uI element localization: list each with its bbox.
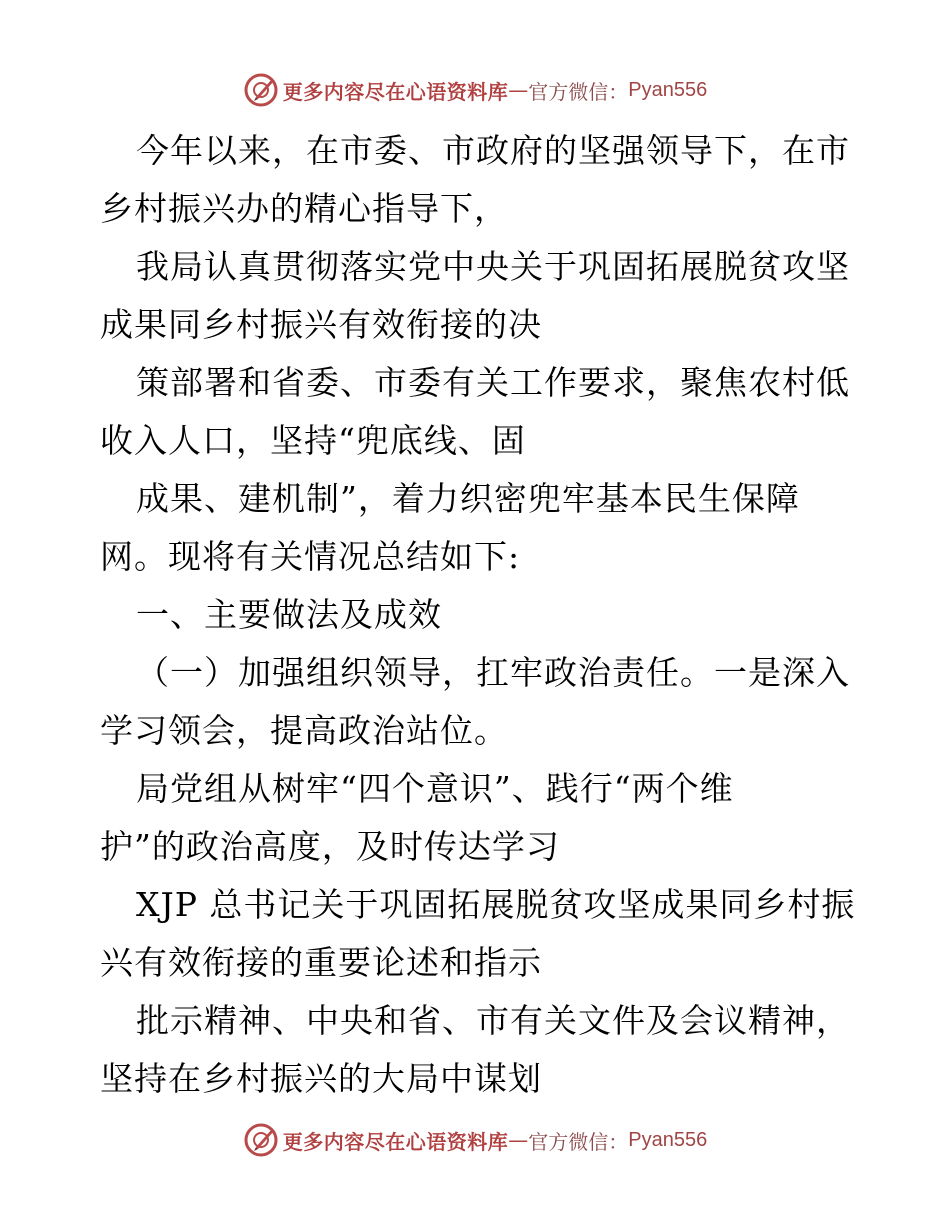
brand-logo-icon bbox=[243, 72, 279, 108]
body-line: 批示精神、中央和省、市有关文件及会议精神， bbox=[136, 1001, 850, 1040]
body-line: 坚持在乡村振兴的大局中谋划 bbox=[100, 1059, 542, 1098]
banner-site-text: 更多内容尽在心语资料库 bbox=[282, 79, 509, 104]
banner-wechat-id: Pyan556 bbox=[628, 78, 708, 101]
banner-dash: — bbox=[508, 1128, 529, 1152]
banner-wechat-label: 官方微信： bbox=[528, 79, 629, 104]
body-line: 今年以来，在市委、市政府的坚强领导下，在市 bbox=[136, 131, 850, 170]
body-line: 乡村振兴办的精心指导下， bbox=[100, 189, 508, 228]
body-line: （一）加强组织领导，扛牢政治责任。一是深入 bbox=[136, 653, 850, 692]
banner-wechat-id: Pyan556 bbox=[628, 1128, 708, 1151]
body-line: 我局认真贯彻落实党中央关于巩固拓展脱贫攻坚 bbox=[136, 247, 850, 286]
body-line: 策部署和省委、市委有关工作要求，聚焦农村低 bbox=[136, 363, 850, 402]
body-line: 护”的政治高度，及时传达学习 bbox=[100, 827, 560, 866]
header-watermark-banner bbox=[0, 70, 950, 110]
document-body bbox=[100, 122, 860, 1108]
body-line: 网。现将有关情况总结如下: bbox=[100, 537, 521, 576]
body-line: 学习领会，提高政治站位。 bbox=[100, 711, 508, 750]
banner-site-text: 更多内容尽在心语资料库 bbox=[282, 1129, 509, 1154]
section-heading: 一、主要做法及成效 bbox=[136, 595, 442, 634]
brand-logo-icon bbox=[243, 1122, 279, 1158]
banner-wechat-label: 官方微信： bbox=[528, 1129, 629, 1154]
body-line: 成果、建机制”，着力织密兜牢基本民生保障 bbox=[136, 479, 800, 518]
body-line: 兴有效衔接的重要论述和指示 bbox=[100, 943, 542, 982]
body-line: 局党组从树牢“四个意识”、践行“两个维 bbox=[136, 769, 734, 808]
body-line: 成果同乡村振兴有效衔接的决 bbox=[100, 305, 542, 344]
body-line: 收入人口，坚持“兜底线、固 bbox=[100, 421, 526, 460]
banner-dash: — bbox=[508, 78, 529, 102]
body-line: XJP 总书记关于巩固拓展脱贫攻坚成果同乡村振 bbox=[136, 885, 856, 924]
footer-watermark-banner bbox=[0, 1120, 950, 1160]
